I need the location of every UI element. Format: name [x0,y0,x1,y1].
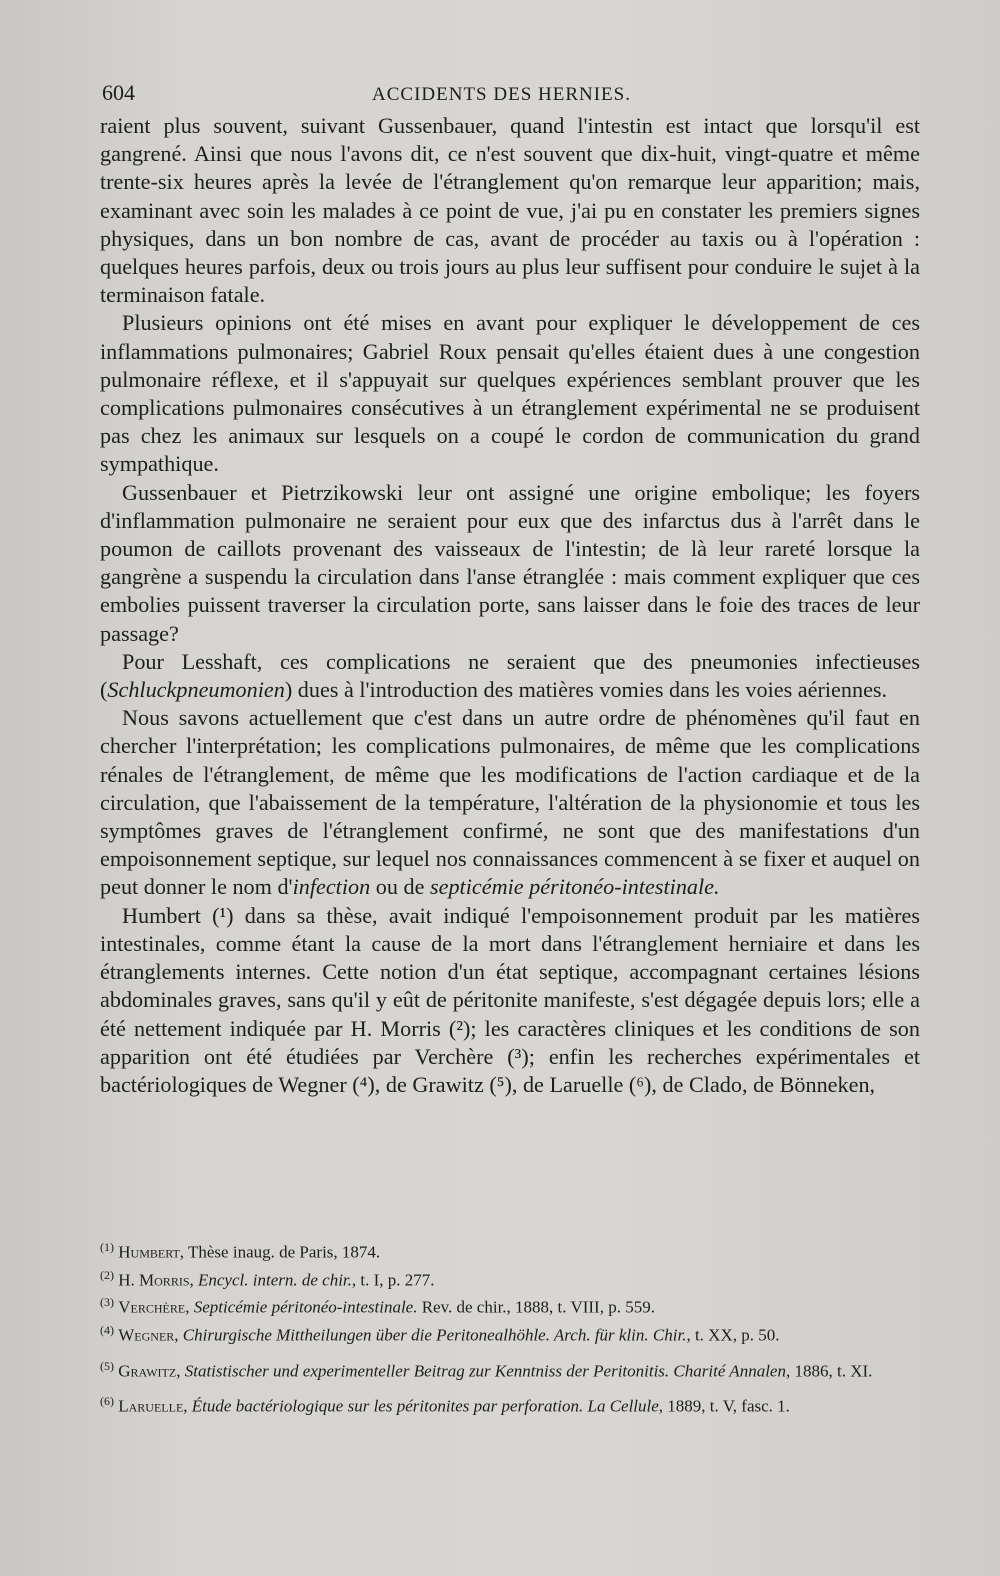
paragraph: Plusieurs opinions ont été mises en avant pour expliquer le développement de ces inflammations pulmonaires; Gabriel Roux pensait qu'elles étaient dues à une congestion pulmonaire réflexe, et il s'appuyait sur quelques expériences semblant prouver que les complications pulmonaires consécutives à un étranglement expérimental ne se produisent pas chez les animaux sur lesquels on a coupé le cordon de communication du grand sympathique. [100,310,920,477]
footnote [100,1264,905,1292]
paragraph: raient plus souvent, suivant Gussenbauer, quand l'intestin est intact que lorsqu'il est gangrené. Ainsi que nous l'avons dit, ce n'est souvent que dix-huit, vingt-quatre et même trente-six heures après la levée de l'étranglement qu'on remarque leur apparition; mais, examinant avec soin les malades à ce point de vue, j'ai pu en constater les premiers signes physiques, dans un bon nombre de cas, avant de procéder au taxis ou à l'opération : quelques heures parfois, deux ou trois jours au plus leur suffisent pour conduire le sujet à la terminaison fatale. [100,113,920,308]
footnote-author: Verchère, [118,1297,190,1317]
footnote-author: H. Morris, [118,1270,194,1290]
footnote [100,1319,905,1347]
italic-term: infection [292,874,371,900]
footnote-title: Statistischer und experimenteller Beitrag zur Kenntniss der Peritonitis. Charité Annalen [180,1361,786,1381]
footnote-title: Encycl. intern. de chir. [193,1270,352,1290]
footnote-author: Wegner, [118,1325,179,1345]
text-run: ) dues à l'introduction des matières vomies dans les voies aériennes. [284,677,888,703]
footnote-title: Étude bactériologique sur les péritonites par perforation. La Cellule [187,1396,659,1416]
paragraph: Gussenbauer et Pietrzikowski leur ont assigné une origine embolique; les foyers d'inflammation pulmonaire ne seraient pour eux que des infarctus dus à l'arrêt dans le poumon de caillots provenant des vaisseaux de l'intestin; de là leur rareté lorsque la gangrène a suspendu la circulation dans l'anse étranglée : mais comment expliquer que ces embolies puissent traverser la circulation porte, sans laisser dans le foie des traces de leur passage? [100,479,920,646]
footnote-text: Thèse inaug. de Paris, 1874. [184,1242,381,1262]
italic-term: Schluckpneumonien [107,677,285,703]
footnote-number: (4) [100,1322,114,1337]
paragraph: Humbert (¹) dans sa thèse, avait indiqué l'empoisonnement produit par les matières intestinales, comme étant la cause de la mort dans l'étranglement herniaire et dans les étranglements internes. Cette notion d'un état septique, accompagnant certaines lésions abdominales graves, sans qu'il y eût de péritonite manifeste, s'est dégagée depuis lors; elle a été nettement indiquée par H. Morris (²); les caractères cliniques et les conditions de son apparition ont été étudiées par Verchère (³); enfin les recherches expérimentales et bactériologiques de Wegner (⁴), de Grawitz (⁵), de Laruelle (⁶), de Clado, de Bönneken, [100,902,920,1097]
footnote-text: , t. XX, p. 50. [686,1325,780,1345]
paragraph [100,704,920,901]
footnote-text: , 1886, t. XI. [785,1361,873,1381]
footnote-author: Humbert, [118,1242,185,1262]
footnote-text: , t. I, p. 277. [351,1270,435,1290]
footnote-number: (6) [100,1394,114,1409]
footnote-number: (3) [100,1295,114,1310]
footnote [100,1236,905,1264]
text-run: ou de [370,874,430,900]
running-head: ACCIDENTS DES HERNIES. [372,84,631,105]
footnote-text: Rev. de chir., 1888, t. VIII, p. 559. [417,1297,655,1317]
footnote-number: (1) [100,1240,114,1254]
footnote-author: Grawitz, [118,1361,181,1381]
text-run: Nous savons actuellement que c'est dans un autre ordre de phénomènes qu'il faut en chercher l'interprétation; les complications pulmonaires, de même que les complications rénales de l'étranglement, de même que les modifications de l'action cardiaque et de la circulation, que l'abaissement de la température, l'altération de la physionomie et tous les symptômes graves de l'étranglement confirmé, ne sont que des manifestations d'un empoisonnement septique, sur lequel nos connaissances commencent à se fixer et auquel on peut donner le nom d' [100,705,920,900]
footnote-number: (5) [100,1358,114,1373]
footnote [100,1355,905,1383]
footnote-author: Laruelle, [118,1396,188,1416]
footnote-text: , 1889, t. V, fasc. 1. [658,1396,790,1416]
footnote [100,1390,905,1418]
paragraph [100,648,920,704]
footnote-title: Septicémie péritonéo-intestinale. [189,1297,418,1317]
footnotes [100,1236,905,1418]
footnote-number: (2) [100,1267,114,1282]
page-number: 604 [102,80,135,105]
footnote-title: Chirurgische Mittheilungen über die Peritonealhöhle. Arch. für klin. Chir. [178,1325,687,1345]
page-header [102,80,902,110]
text-run: Pour Lesshaft, ces complications ne seraient que des pneumonies infectieuses ( [100,648,920,703]
main-text [100,112,920,1099]
footnote [100,1291,905,1319]
italic-term: septicémie péritonéo-intestinale. [429,874,720,900]
